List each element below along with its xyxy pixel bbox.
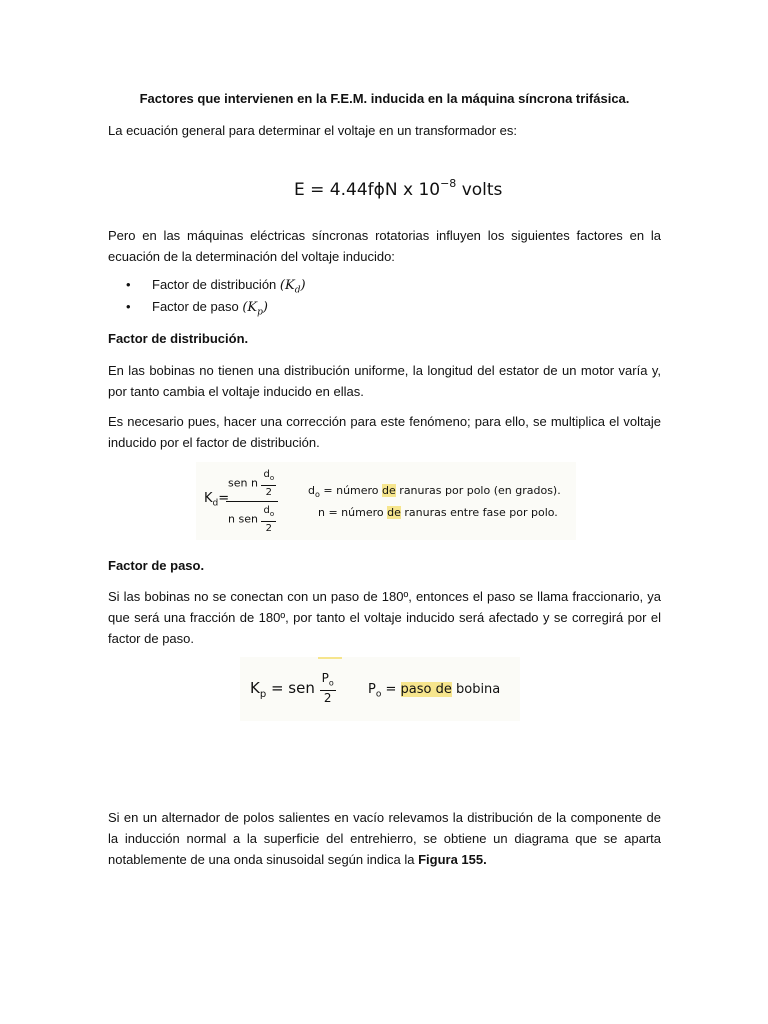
distribution-paragraph-2: Es necesario pues, hacer una corrección para este fenómeno; para ello, se multiplica el voltaje inducido por el factor de distribución. (108, 414, 661, 450)
bullet-icon: • (126, 299, 131, 314)
do-definition: $d_o$ = número de ranuras por polo (en grados). (308, 484, 561, 500)
intro-paragraph: La ecuación general para determinar el voltaje en un transformador es: (108, 123, 518, 138)
equation-exponent: −8 (440, 177, 457, 190)
factors-intro-paragraph: Pero en las máquinas eléctricas síncronas rotatorias influyen los siguientes factores en la ecuación de la determinación del voltaje inducido: (108, 228, 661, 264)
list-item (108, 296, 661, 318)
factor-symbol: $(K_p)$ (242, 300, 268, 318)
pitch-heading: Factor de paso. (108, 558, 205, 573)
kd-lhs: $K_d=$ (204, 491, 230, 509)
po-definition: $P_o$ = paso de bobina (368, 682, 501, 700)
factor-symbol: $(K_d)$ (279, 278, 306, 296)
kp-equation: $K_p$ = sen $\frac{P_o}{2}$ (250, 671, 334, 706)
highlight-mark (318, 657, 342, 659)
closing-paragraph: Si en un alternador de polos salientes en vacío relevamos la distribución de la componente de la inducción normal a la superficie del entrehierro, se obtiene un diagrama que se aparta notablemente de una onda sinusoidal según indica la Figura 155. (108, 810, 661, 867)
highlight: de (382, 484, 396, 497)
distribution-paragraph-1: En las bobinas no tienen una distribución uniforme, la longitud del estator de un motor varía y, por tanto cambia el voltaje inducido en ellas. (108, 363, 661, 399)
kd-fraction: sen n $\frac{d_o}{2}$ n sen $\frac{d_o}{2}$ (226, 468, 278, 535)
factor-label: Factor de paso (152, 299, 243, 314)
distribution-heading: Factor de distribución. (108, 331, 249, 346)
equation-phi: ϕ (373, 180, 385, 200)
bullet-icon: • (126, 277, 131, 292)
voltage-equation (294, 166, 503, 202)
pitch-paragraph: Si las bobinas no se conectan con un paso de 180º, entonces el paso se llama fraccionario, ya que será una fracción de 180º, por tanto el voltaje inducido será afectado y se corregirá por el factor de paso. (108, 589, 661, 646)
factor-label: Factor de distribución (152, 277, 280, 292)
n-definition: n = número de ranuras entre fase por polo. (318, 506, 558, 519)
list-item (108, 274, 661, 296)
distribution-formula (196, 462, 576, 540)
pitch-formula (240, 657, 520, 721)
highlight: paso de (400, 682, 452, 697)
figure-reference: Figura 155. (418, 852, 487, 867)
equation-unit: volts (456, 180, 503, 200)
equation-lhs: E = 4.44f (294, 180, 374, 200)
equation-n: N x 10 (384, 180, 441, 200)
document-title: Factores que intervienen en la F.E.M. inducida en la máquina síncrona trifásica. (139, 91, 630, 106)
highlight: de (387, 506, 401, 519)
factors-list (108, 274, 661, 318)
